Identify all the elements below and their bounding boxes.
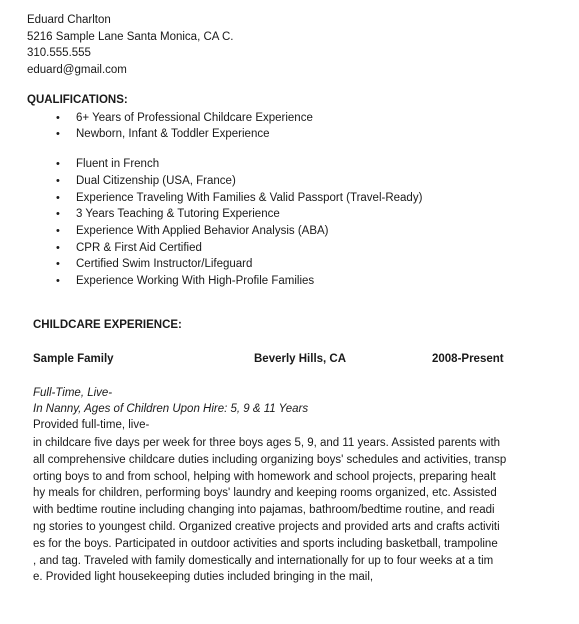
- description-line: hy meals for children, performing boys' laundry and keeping rooms organized, etc. Assisted: [33, 487, 497, 500]
- bullet-icon: •: [56, 128, 60, 140]
- bullet-icon: •: [56, 225, 60, 237]
- description-line: orting boys to and from school, helping with homework and school projects, preparing healt: [33, 470, 496, 483]
- description-line: all comprehensive childcare duties including organizing boys' schedules and activities, transp: [33, 453, 507, 466]
- job-location: Beverly Hills, CA: [254, 353, 347, 365]
- description-line: e. Provided light housekeeping duties included bringing in the mail,: [33, 571, 374, 584]
- bullet-icon: •: [56, 242, 60, 254]
- contact-email: eduard@gmail.com: [27, 63, 127, 76]
- bullet-icon: •: [56, 175, 60, 187]
- job-type: Full-Time, Live-: [33, 387, 113, 399]
- description-line: ng stories to youngest child. Organized creative projects and provided arts and crafts activiti: [33, 520, 500, 533]
- description-line: in childcare five days per week for three boys ages 5, 9, and 11 years. Assisted parents with: [33, 437, 501, 449]
- description-line: , and tag. Traveled with family domestically and internationally for up to four weeks at a tim: [33, 554, 494, 567]
- bullet-icon: •: [56, 275, 60, 287]
- bullet-icon: •: [56, 158, 60, 170]
- childcare-experience-heading: CHILDCARE EXPERIENCE:: [33, 319, 182, 331]
- bullet-icon: •: [56, 112, 60, 124]
- job-employer: Sample Family: [33, 353, 114, 365]
- description-line: with bedtime routine including changing into pajamas, bathroom/bedtime routine, and readi: [33, 504, 495, 517]
- job-description: [33, 435, 553, 586]
- bullet-icon: •: [56, 192, 60, 204]
- contact-phone: 310.555.555: [27, 47, 91, 60]
- resume-page: Eduard Charlton 5216 Sample Lane Santa Monica, CA C. 310.555.555 eduard@gmail.com QUALIFICATIONS: • 6+ Years of Professional Childcare Experience • Newborn, Infant & Toddler Experience • Fluent in French • Dual Citizenship (USA, France) • Experience Traveling With Families & Valid Passport (Travel-Ready) • 3 Years Teaching & Tutoring Experience • Experience With Applied Behavior Analysis (ABA) • CPR & First Aid Certified • Certified Swim Instructor/Lifeguard • Experience Working With High-Profile Families CHILDCARE EXPERIENCE: Sample Family Beverly Hills, CA 2008-Present Full-Time, Live- In Nanny, Ages of Children Upon Hire: 5, 9 & 11 Years Provided full-time, live- in childcare five days per week for three boys ages 5, 9, and 11 years. Assisted parents with all comprehensive childcare duties including organizing boys' schedules and activities, transp orting boys to and from school, helping with homework and school projects, preparing healt hy meals for children, performing boys' laundry and keeping rooms organized, etc. Assisted with bedtime routine including changing into pajamas, bathroom/bedtime routine, and readi ng stories to youngest child. Organized creative projects and provided arts and crafts activiti es for the boys. Participated in outdoor activities and sports including basketball, trampoline , and tag. Traveled with family domestically and internationally for up to four weeks at a tim e. Provided light housekeeping duties included bringing in the mail,: [0, 0, 579, 624]
- bullet-icon: •: [56, 258, 60, 270]
- contact-block: [27, 12, 234, 78]
- description-line: es for the boys. Participated in outdoor activities and sports including basketball, trampoline: [33, 537, 498, 550]
- job-summary-lead: Provided full-time, live-: [33, 419, 150, 431]
- job-dates: 2008-Present: [432, 353, 504, 365]
- contact-address: 5216 Sample Lane Santa Monica, CA C.: [27, 30, 234, 43]
- qualifications-heading: QUALIFICATIONS:: [27, 94, 128, 106]
- contact-name: Eduard Charlton: [27, 14, 111, 26]
- job-role: In Nanny, Ages of Children Upon Hire: 5, 9 & 11 Years: [33, 403, 309, 415]
- bullet-icon: •: [56, 208, 60, 220]
